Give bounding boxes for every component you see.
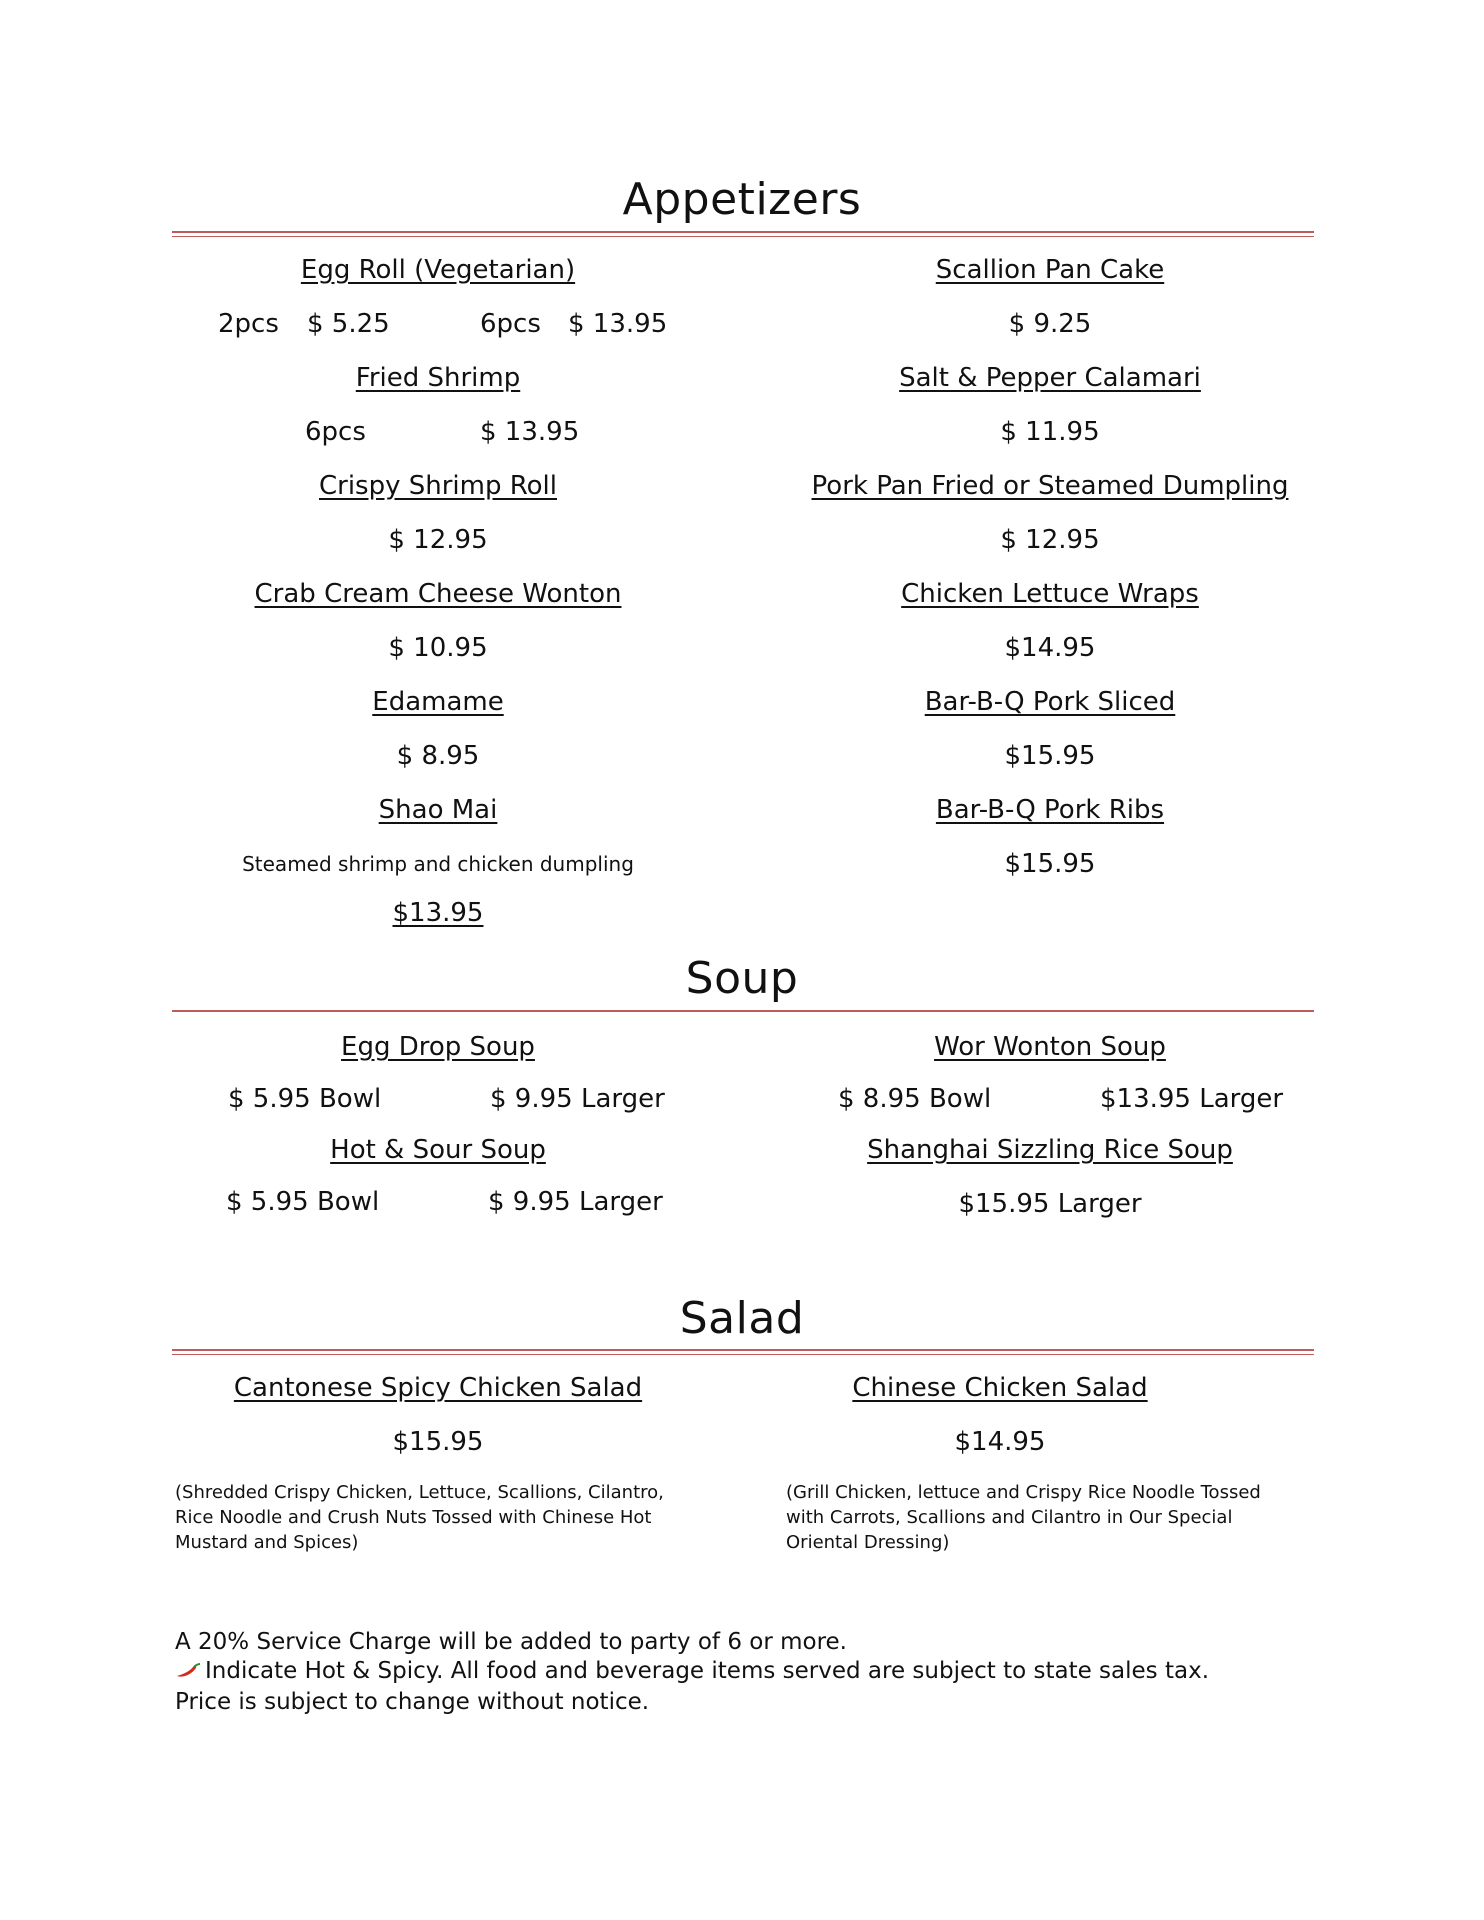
- spicy-note-text: Indicate Hot & Spicy. All food and beverage items served are subject to state sales tax.: [205, 1658, 1210, 1684]
- fried-shrimp-name: Fried Shrimp: [355, 363, 521, 393]
- egg-roll-name: Egg Roll (Vegetarian): [300, 255, 576, 285]
- crispy-shrimp-roll-price: $ 12.95: [388, 525, 488, 555]
- edamame-name: Edamame: [372, 687, 504, 717]
- chinese-salad-price: $14.95: [954, 1427, 1046, 1457]
- egg-drop-soup-name: Egg Drop Soup: [341, 1032, 535, 1062]
- egg-drop-soup-larger: $ 9.95 Larger: [490, 1084, 665, 1114]
- bbq-pork-sliced-name: Bar-B-Q Pork Sliced: [924, 687, 1176, 717]
- cantonese-salad-name: Cantonese Spicy Chicken Salad: [233, 1373, 643, 1403]
- wor-wonton-soup-larger: $13.95 Larger: [1100, 1084, 1284, 1114]
- bbq-pork-ribs-price: $15.95: [1004, 849, 1096, 879]
- calamari-price: $ 11.95: [1000, 417, 1100, 447]
- egg-drop-soup-bowl: $ 5.95 Bowl: [228, 1084, 382, 1114]
- hot-sour-soup-larger: $ 9.95 Larger: [488, 1187, 663, 1217]
- shao-mai-name: Shao Mai: [378, 795, 498, 825]
- hot-sour-soup-name: Hot & Sour Soup: [330, 1135, 546, 1165]
- lettuce-wraps-price: $14.95: [1004, 633, 1096, 663]
- shao-mai-price: $13.95: [392, 898, 484, 928]
- egg-roll-qty-2: 2pcs: [218, 309, 279, 339]
- cantonese-salad-price: $15.95: [392, 1427, 484, 1457]
- scallion-pan-cake-price: $ 9.25: [1008, 309, 1092, 339]
- chili-pepper-icon: [175, 1659, 201, 1688]
- soup-title: Soup: [685, 953, 799, 1004]
- crab-wonton-price: $ 10.95: [388, 633, 488, 663]
- sizzling-rice-soup-name: Shanghai Sizzling Rice Soup: [867, 1135, 1233, 1165]
- crab-wonton-name: Crab Cream Cheese Wonton: [254, 579, 622, 609]
- edamame-price: $ 8.95: [396, 741, 480, 771]
- scallion-pan-cake-name: Scallion Pan Cake: [935, 255, 1165, 285]
- egg-roll-price-6: $ 13.95: [568, 309, 668, 339]
- egg-roll-price-2: $ 5.25: [307, 309, 390, 339]
- egg-roll-qty-6: 6pcs: [480, 309, 541, 339]
- appetizers-title: Appetizers: [622, 174, 862, 225]
- pork-dumpling-name: Pork Pan Fried or Steamed Dumpling: [811, 471, 1289, 501]
- chinese-salad-name: Chinese Chicken Salad: [852, 1373, 1148, 1403]
- soup-divider: [172, 1010, 1314, 1012]
- bbq-pork-sliced-price: $15.95: [1004, 741, 1096, 771]
- appetizers-divider: [172, 231, 1314, 237]
- cantonese-salad-description: (Shredded Crispy Chicken, Lettuce, Scallions, Cilantro, Rice Noodle and Crush Nuts Tossed with Chinese Hot Mustard and Spices): [175, 1482, 664, 1553]
- service-charge-note: A 20% Service Charge will be added to party of 6 or more.: [175, 1629, 847, 1655]
- bbq-pork-ribs-name: Bar-B-Q Pork Ribs: [935, 795, 1165, 825]
- calamari-name: Salt & Pepper Calamari: [899, 363, 1201, 393]
- lettuce-wraps-name: Chicken Lettuce Wraps: [901, 579, 1199, 609]
- menu-footer: [175, 1628, 1209, 1717]
- chinese-salad-description: (Grill Chicken, lettuce and Crispy Rice Noodle Tossed with Carrots, Scallions and Cilantro in Our Special Oriental Dressing): [786, 1482, 1261, 1553]
- pork-dumpling-price: $ 12.95: [1000, 525, 1100, 555]
- crispy-shrimp-roll-name: Crispy Shrimp Roll: [318, 471, 557, 501]
- salad-title: Salad: [679, 1293, 805, 1344]
- wor-wonton-soup-name: Wor Wonton Soup: [934, 1032, 1166, 1062]
- shao-mai-note: Steamed shrimp and chicken dumpling: [242, 852, 634, 876]
- wor-wonton-soup-bowl: $ 8.95 Bowl: [838, 1084, 992, 1114]
- sizzling-rice-soup-price: $15.95 Larger: [958, 1189, 1142, 1219]
- price-change-note: Price is subject to change without notice.: [175, 1689, 650, 1715]
- spicy-note-line: [175, 1657, 1209, 1688]
- salad-divider: [172, 1349, 1314, 1355]
- fried-shrimp-price: $ 13.95: [480, 417, 580, 447]
- hot-sour-soup-bowl: $ 5.95 Bowl: [226, 1187, 380, 1217]
- fried-shrimp-qty: 6pcs: [305, 417, 366, 447]
